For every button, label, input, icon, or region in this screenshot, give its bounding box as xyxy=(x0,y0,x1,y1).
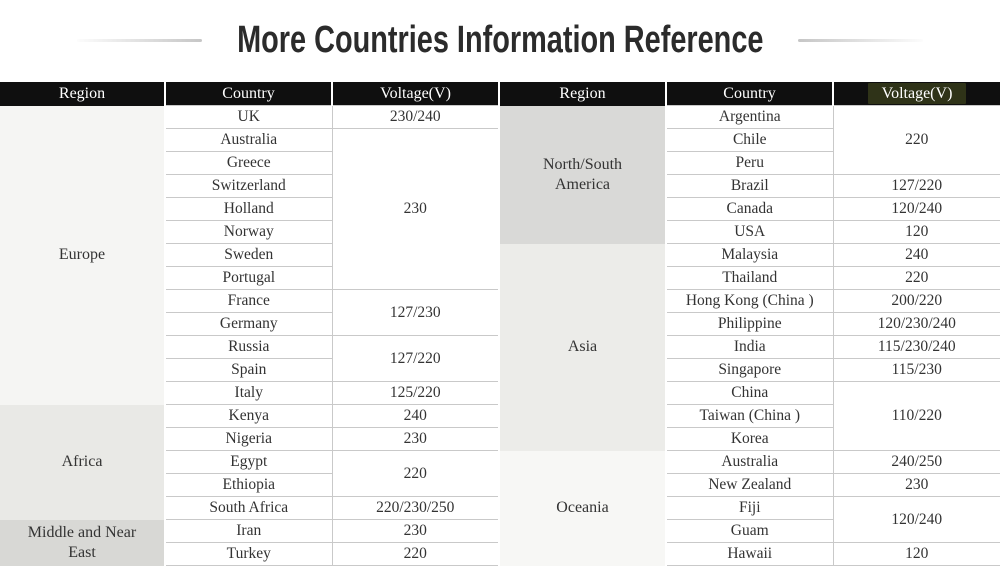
country-cell: Taiwan (China ) xyxy=(666,405,833,428)
title-rule-left xyxy=(77,39,202,42)
title-rule-right xyxy=(798,39,923,42)
page-title: More Countries Information Reference xyxy=(236,18,764,61)
voltage-cell: 220 xyxy=(833,267,1000,290)
voltage-cell: 230 xyxy=(332,520,499,543)
voltage-cell: 127/230 xyxy=(332,290,499,336)
country-cell: Ethiopia xyxy=(165,474,332,497)
country-cell: Peru xyxy=(666,152,833,175)
voltage-cell: 115/230/240 xyxy=(833,336,1000,359)
country-cell: Thailand xyxy=(666,267,833,290)
voltage-cell: 240 xyxy=(332,405,499,428)
country-cell: Australia xyxy=(666,451,833,474)
voltage-cell: 125/220 xyxy=(332,382,499,405)
country-cell: Egypt xyxy=(165,451,332,474)
voltage-cell: 230 xyxy=(833,474,1000,497)
voltage-header-right xyxy=(833,82,1000,106)
voltage-cell: 220 xyxy=(833,106,1000,175)
region-cell-africa: Africa xyxy=(0,405,165,520)
voltage-cell: 115/230 xyxy=(833,359,1000,382)
country-cell: Singapore xyxy=(666,359,833,382)
region-cell-europe: Europe xyxy=(0,106,165,405)
table-row xyxy=(0,106,1000,129)
region-header-right: Region xyxy=(499,82,666,106)
country-cell: New Zealand xyxy=(666,474,833,497)
country-cell: Sweden xyxy=(165,244,332,267)
country-cell: Malaysia xyxy=(666,244,833,267)
country-cell: USA xyxy=(666,221,833,244)
country-cell: Australia xyxy=(165,129,332,152)
voltage-cell: 200/220 xyxy=(833,290,1000,313)
country-cell: Iran xyxy=(165,520,332,543)
country-cell: France xyxy=(165,290,332,313)
country-cell: Korea xyxy=(666,428,833,451)
region-cell-asia: Asia xyxy=(499,244,666,451)
country-cell: Turkey xyxy=(165,543,332,566)
voltage-cell: 120/240 xyxy=(833,497,1000,543)
voltage-cell: 230/240 xyxy=(332,106,499,129)
voltage-header-highlight: Voltage(V) xyxy=(868,83,967,104)
country-cell: Hong Kong (China ) xyxy=(666,290,833,313)
voltage-cell: 120 xyxy=(833,543,1000,566)
voltage-cell: 120/240 xyxy=(833,198,1000,221)
country-cell: Russia xyxy=(165,336,332,359)
country-cell: China xyxy=(666,382,833,405)
country-cell: Portugal xyxy=(165,267,332,290)
country-cell: Canada xyxy=(666,198,833,221)
country-cell: Spain xyxy=(165,359,332,382)
region-cell-ns-america: North/South America xyxy=(499,106,666,244)
country-cell: India xyxy=(666,336,833,359)
page-title-block xyxy=(0,0,1000,80)
country-cell: Fiji xyxy=(666,497,833,520)
voltage-cell: 220/230/250 xyxy=(332,497,499,520)
country-cell: Italy xyxy=(165,382,332,405)
country-cell: Philippine xyxy=(666,313,833,336)
country-cell: Brazil xyxy=(666,175,833,198)
voltage-cell: 127/220 xyxy=(833,175,1000,198)
country-header-left: Country xyxy=(165,82,332,106)
region-header-left: Region xyxy=(0,82,165,106)
country-cell: Hawaii xyxy=(666,543,833,566)
voltage-cell: 120 xyxy=(833,221,1000,244)
country-cell: Germany xyxy=(165,313,332,336)
voltage-cell: 230 xyxy=(332,129,499,290)
country-cell: Kenya xyxy=(165,405,332,428)
voltage-cell: 230 xyxy=(332,428,499,451)
voltage-cell: 110/220 xyxy=(833,382,1000,451)
country-cell: Norway xyxy=(165,221,332,244)
voltage-cell: 220 xyxy=(332,451,499,497)
voltage-cell: 120/230/240 xyxy=(833,313,1000,336)
header-row xyxy=(0,82,1000,106)
voltage-cell: 127/220 xyxy=(332,336,499,382)
voltage-cell: 240/250 xyxy=(833,451,1000,474)
voltage-header-left: Voltage(V) xyxy=(332,82,499,106)
country-cell: Argentina xyxy=(666,106,833,129)
country-cell: Nigeria xyxy=(165,428,332,451)
country-cell: Greece xyxy=(165,152,332,175)
country-cell: Chile xyxy=(666,129,833,152)
region-cell-oceania: Oceania xyxy=(499,451,666,566)
country-cell: South Africa xyxy=(165,497,332,520)
voltage-reference-table xyxy=(0,82,1000,566)
country-cell: Holland xyxy=(165,198,332,221)
region-cell-middle-near-east: Middle and Near East xyxy=(0,520,165,566)
country-cell: Switzerland xyxy=(165,175,332,198)
country-header-right: Country xyxy=(666,82,833,106)
voltage-cell: 240 xyxy=(833,244,1000,267)
country-cell: Guam xyxy=(666,520,833,543)
voltage-cell: 220 xyxy=(332,543,499,566)
country-cell: UK xyxy=(165,106,332,129)
